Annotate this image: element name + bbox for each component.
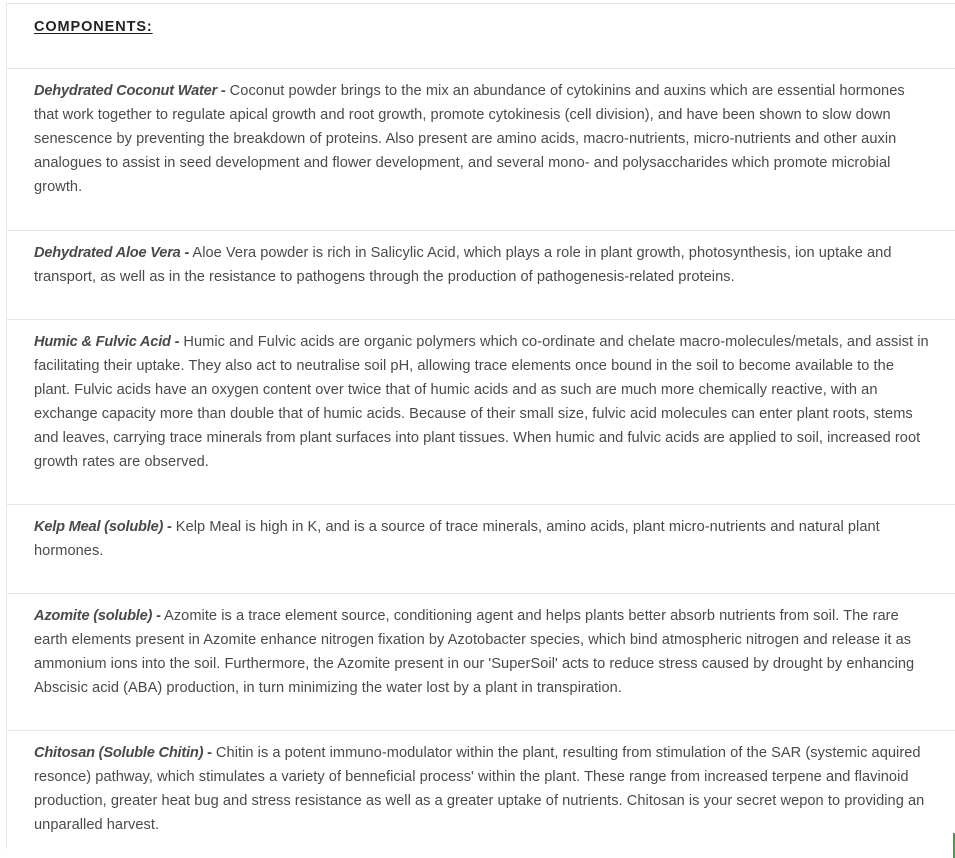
component-text <box>34 515 930 563</box>
component-row-humic-fulvic-acid <box>7 320 955 505</box>
component-text <box>34 79 930 199</box>
component-name: Humic & Fulvic Acid - <box>34 334 180 350</box>
component-description: Chitin is a potent immuno-modulator within the plant, resulting from stimulation of the SAR (systemic aquired resonce) pathway, which stimulates a variety of benneficial process' within the plant. These range from increased terpene and flavinoid production, greater heat bug and stress resistance as well as a greater uptake of nutrients. Chitosan is your secret wepon to providing an unparalled harvest. <box>34 745 925 833</box>
components-heading: COMPONENTS: <box>34 19 153 35</box>
component-name: Kelp Meal (soluble) - <box>34 519 172 535</box>
component-description: Aloe Vera powder is rich in Salicylic Acid, which plays a role in plant growth, photosynthesis, ion uptake and transport, as well as in the resistance to pathogens through the production of pathogenesis-related proteins. <box>34 245 892 285</box>
component-text <box>34 604 930 700</box>
component-description: Coconut powder brings to the mix an abundance of cytokinins and auxins which are essential hormones that work together to regulate apical growth and root growth, promote cytokinesis (cell division), and have been shown to slow down senescence by preventing the breakdown of proteins. Also present are amino acids, macro-nutrients, micro-nutrients and other auxin analogues to assist in seed development and flower development, and several mono- and polysaccharides which promote microbial growth. <box>34 83 905 195</box>
component-row-coconut-water <box>7 69 955 231</box>
component-row-chitosan <box>7 731 955 849</box>
component-name: Dehydrated Aloe Vera - <box>34 245 190 261</box>
component-row-azomite <box>7 594 955 731</box>
component-name: Chitosan (Soluble Chitin) - <box>34 745 212 761</box>
component-text <box>34 330 930 474</box>
components-table <box>6 3 955 849</box>
component-text <box>34 241 930 289</box>
component-description: Kelp Meal is high in K, and is a source of trace minerals, amino acids, plant micro-nutrients and natural plant hormones. <box>34 519 880 559</box>
component-text <box>34 741 930 837</box>
component-row-aloe-vera <box>7 231 955 320</box>
component-description: Azomite is a trace element source, conditioning agent and helps plants better absorb nutrients from soil. The rare earth elements present in Azomite enhance nitrogen fixation by Azotobacter species, which bind atmospheric nitrogen and release it as ammonium ions into the soil. Furthermore, the Azomite present in our 'SuperSoil' acts to reduce stress caused by drought by enhancing Abscisic acid (ABA) production, in turn minimizing the water lost by a plant in transpiration. <box>34 608 915 696</box>
component-description: Humic and Fulvic acids are organic polymers which co-ordinate and chelate macro-molecules/metals, and assist in facilitating their uptake. They also act to neutralise soil pH, allowing trace elements once bound in the soil to become available to the plant. Fulvic acids have an oxygen content over twice that of humic acids and as such are much more chemically reactive, with an exchange capacity more than double that of humic acids. Because of their small size, fulvic acid molecules can enter plant roots, stems and leaves, carrying trace minerals from plant surfaces into plant tissues. When humic and fulvic acids are applied to soil, increased root growth rates are observed. <box>34 334 929 470</box>
component-name: Azomite (soluble) - <box>34 608 161 624</box>
component-row-kelp-meal <box>7 505 955 594</box>
components-header-row <box>7 4 955 69</box>
component-name: Dehydrated Coconut Water - <box>34 83 226 99</box>
